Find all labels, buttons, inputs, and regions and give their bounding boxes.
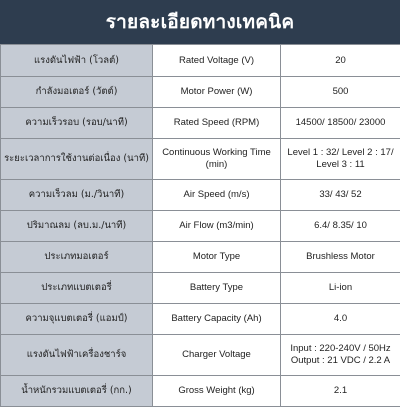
row-value: Brushless Motor <box>281 242 400 273</box>
table-row <box>1 211 400 242</box>
row-label-thai: แรงดันไฟฟ้า (โวลต์) <box>1 45 153 77</box>
row-label-english: Gross Weight (kg) <box>153 376 281 407</box>
row-label-thai: ระยะเวลาการใช้งานต่อเนื่อง (นาที) <box>1 139 153 180</box>
table-row <box>1 335 400 376</box>
row-label-thai: ความเร็วลม (ม./วินาที) <box>1 180 153 211</box>
row-value: Level 1 : 32/ Level 2 : 17/ Level 3 : 11 <box>281 139 400 180</box>
table-row <box>1 108 400 139</box>
row-label-english: Motor Type <box>153 242 281 273</box>
row-label-english: Motor Power (W) <box>153 77 281 108</box>
row-label-thai: ปริมาณลม (ลบ.ม./นาที) <box>1 211 153 242</box>
row-label-english: Rated Voltage (V) <box>153 45 281 77</box>
row-value: 33/ 43/ 52 <box>281 180 400 211</box>
row-label-thai: กำลังมอเตอร์ (วัตต์) <box>1 77 153 108</box>
row-label-english: Air Speed (m/s) <box>153 180 281 211</box>
row-label-english: Air Flow (m3/min) <box>153 211 281 242</box>
row-value: Input : 220-240V / 50Hz Output : 21 VDC / 2.2 A <box>281 335 400 376</box>
table-row <box>1 139 400 180</box>
row-label-thai: ความเร็วรอบ (รอบ/นาที) <box>1 108 153 139</box>
row-value: 20 <box>281 45 400 77</box>
table-row <box>1 180 400 211</box>
table-row <box>1 273 400 304</box>
spec-table <box>0 44 400 407</box>
row-value: 4.0 <box>281 304 400 335</box>
title-bar <box>0 0 400 44</box>
table-row <box>1 376 400 407</box>
row-value: 14500/ 18500/ 23000 <box>281 108 400 139</box>
page-title: รายละเอียดทางเทคนิค <box>106 7 295 37</box>
row-value: 6.4/ 8.35/ 10 <box>281 211 400 242</box>
row-label-english: Continuous Working Time (min) <box>153 139 281 180</box>
table-row <box>1 242 400 273</box>
row-label-thai: ประเภทมอเตอร์ <box>1 242 153 273</box>
row-label-thai: น้ำหนักรวมแบตเตอรี่ (กก.) <box>1 376 153 407</box>
row-label-english: Battery Type <box>153 273 281 304</box>
row-label-thai: แรงดันไฟฟ้าเครื่องชาร์จ <box>1 335 153 376</box>
row-label-english: Battery Capacity (Ah) <box>153 304 281 335</box>
row-label-english: Rated Speed (RPM) <box>153 108 281 139</box>
row-value: 2.1 <box>281 376 400 407</box>
row-value: Li-ion <box>281 273 400 304</box>
row-label-thai: ประเภทแบตเตอรี่ <box>1 273 153 304</box>
table-row <box>1 45 400 77</box>
table-row <box>1 304 400 335</box>
row-label-english: Charger Voltage <box>153 335 281 376</box>
table-row <box>1 77 400 108</box>
row-value: 500 <box>281 77 400 108</box>
row-label-thai: ความจุแบตเตอรี่ (แอมป์) <box>1 304 153 335</box>
